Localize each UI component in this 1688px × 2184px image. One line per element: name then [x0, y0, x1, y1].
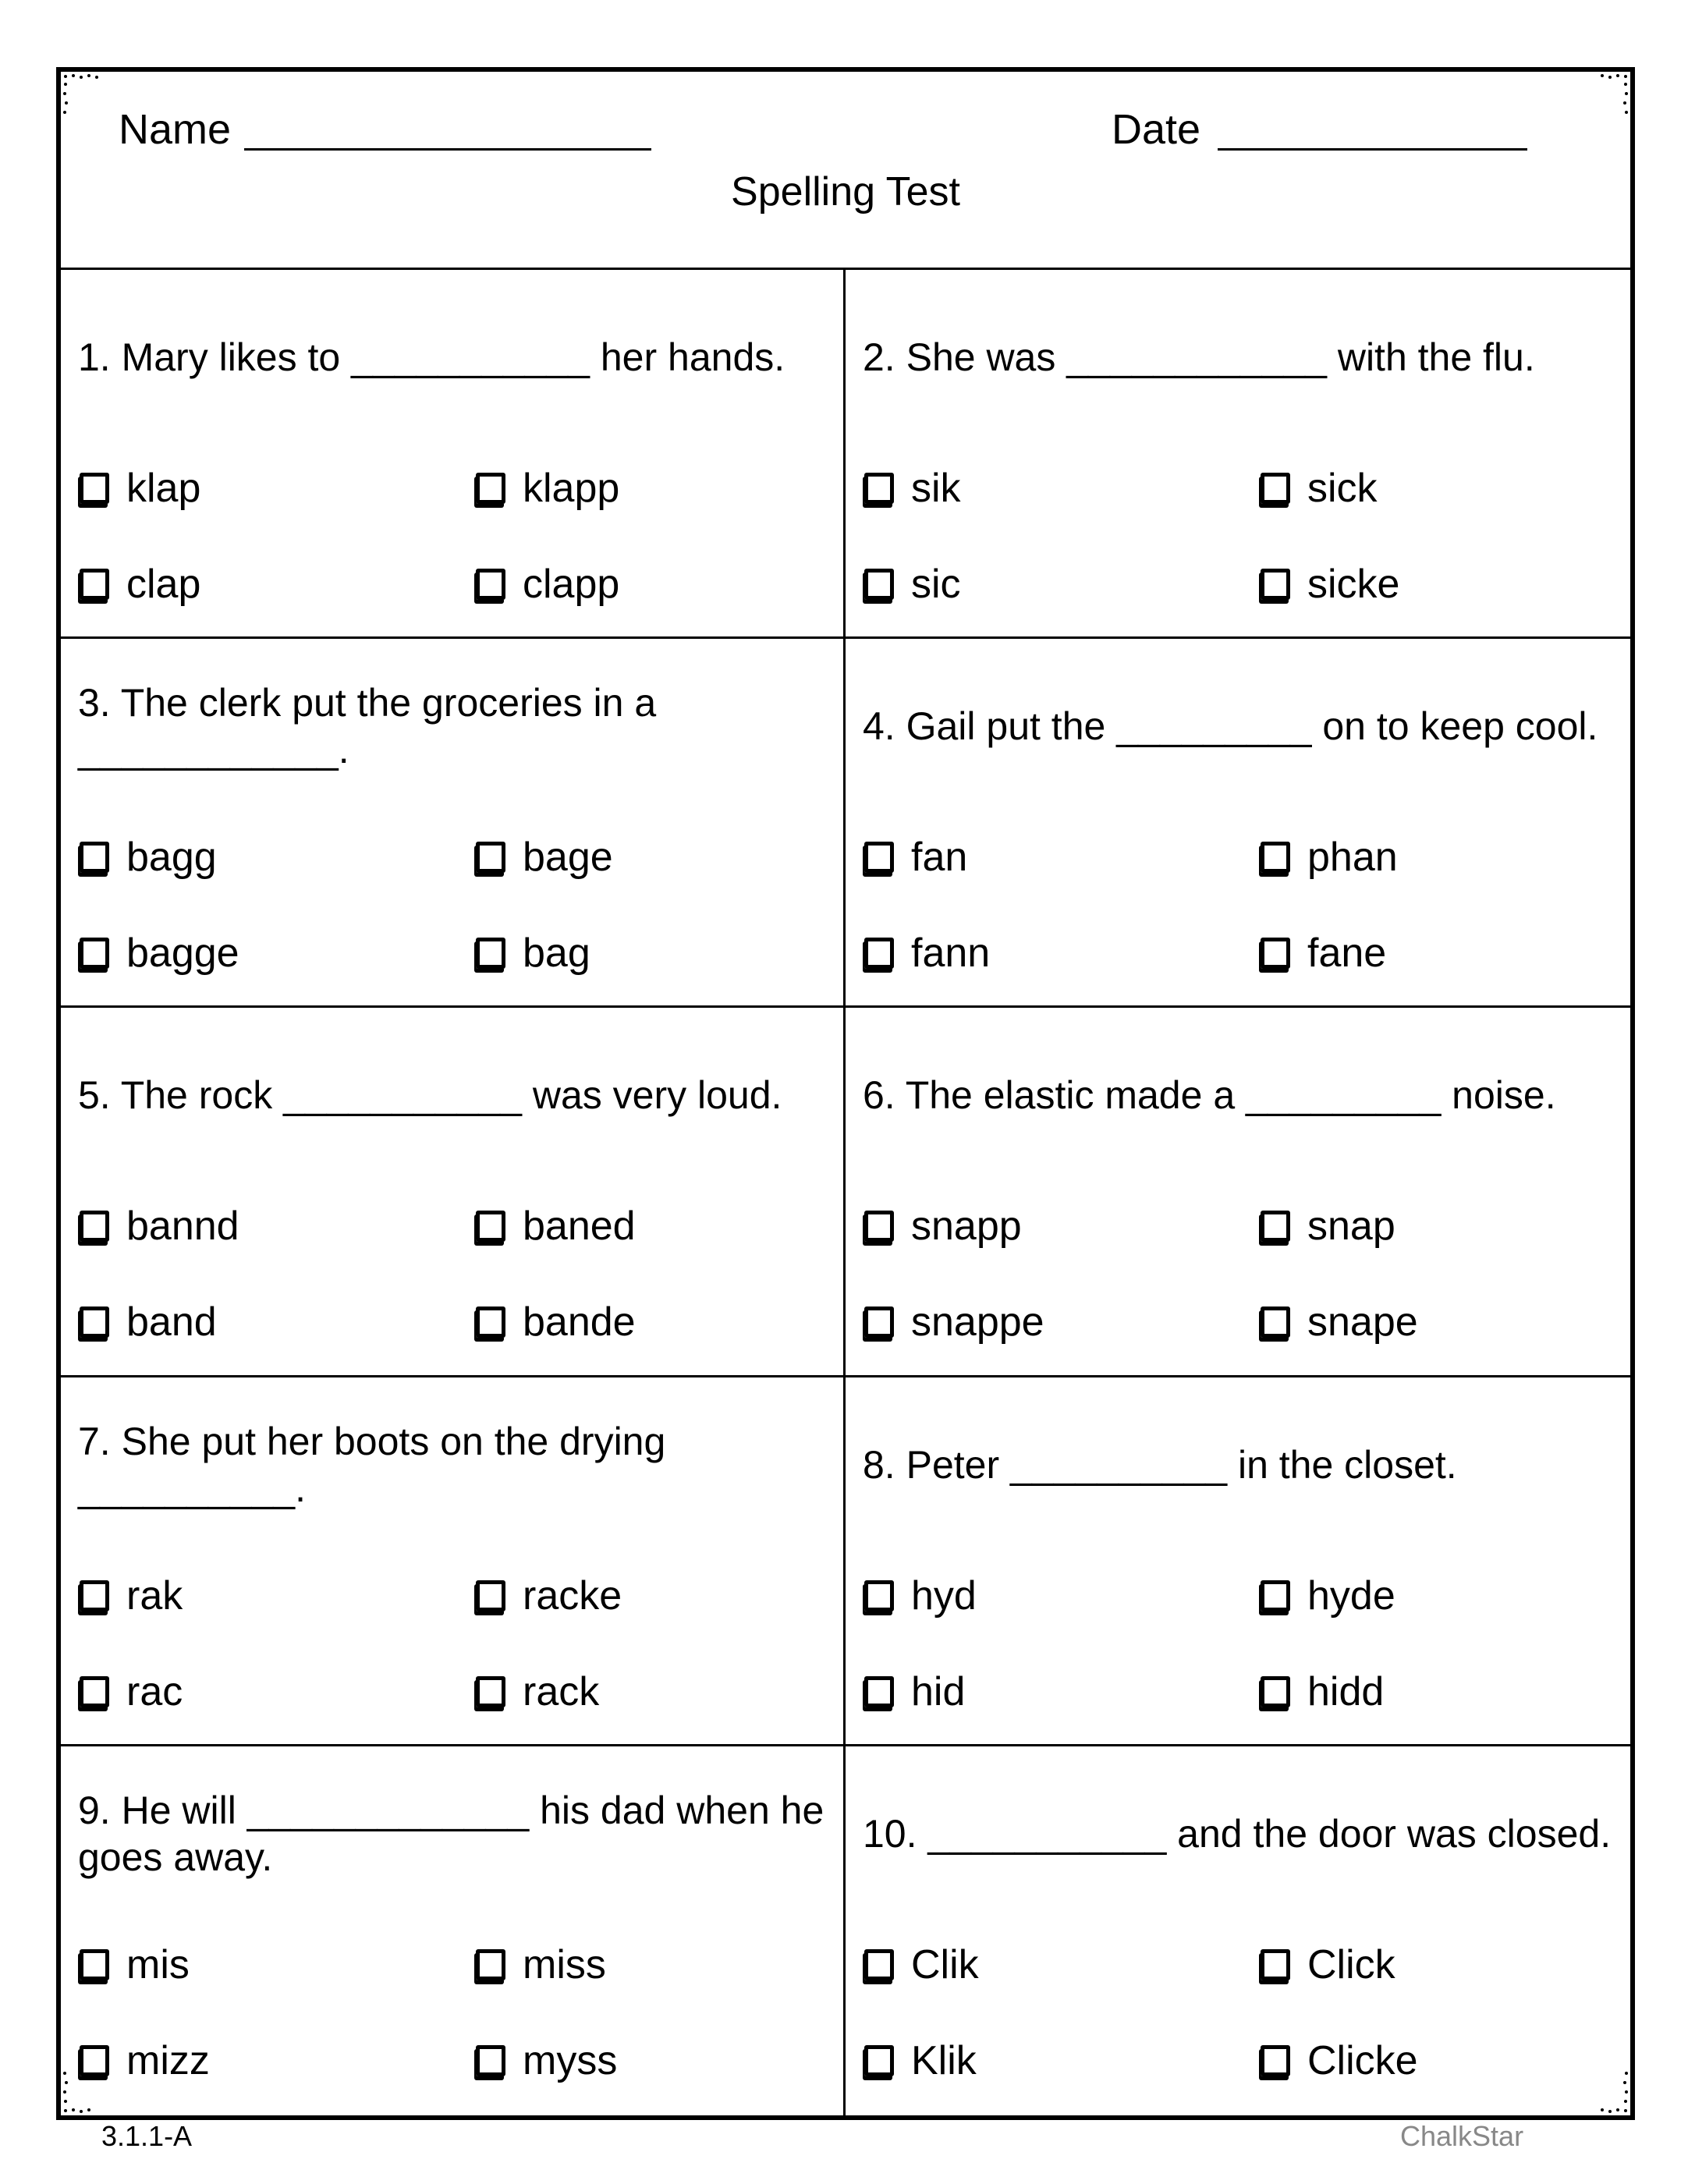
answer-option[interactable]	[864, 465, 1261, 512]
footer-brand: ChalkStar	[1400, 2120, 1524, 2152]
answer-option[interactable]	[864, 930, 1261, 977]
answer-option[interactable]	[80, 834, 476, 881]
answer-option[interactable]	[1261, 930, 1613, 977]
checkbox-icon[interactable]	[476, 2045, 505, 2076]
option-label: bag	[523, 931, 590, 977]
header	[61, 72, 1630, 270]
checkbox-icon[interactable]	[476, 473, 505, 504]
question-sentence: 9. He will _____________ his dad when he goes away.	[78, 1788, 824, 1879]
option-label: hid	[911, 1668, 966, 1714]
answer-options	[864, 1941, 1613, 2084]
question-text	[863, 270, 1615, 445]
checkbox-icon[interactable]	[476, 1306, 505, 1338]
date-field[interactable]	[1218, 148, 1527, 151]
checkbox-icon[interactable]	[1261, 473, 1290, 504]
option-label: bannd	[126, 1204, 239, 1250]
option-label: racke	[523, 1572, 622, 1618]
answer-option[interactable]	[1261, 1941, 1613, 1988]
question-text	[863, 1746, 1615, 1921]
question-sentence: 3. The clerk put the groceries in a ____________.	[78, 681, 657, 772]
answer-option[interactable]	[80, 1203, 476, 1250]
checkbox-icon[interactable]	[1261, 842, 1290, 873]
checkbox-icon[interactable]	[476, 1580, 505, 1611]
option-label: clapp	[523, 562, 620, 607]
option-label: bagge	[126, 931, 239, 977]
checkbox-icon[interactable]	[476, 1676, 505, 1707]
answer-option[interactable]	[476, 1203, 828, 1250]
date-label: Date	[1112, 106, 1201, 153]
option-label: myss	[523, 2037, 618, 2083]
checkbox-icon[interactable]	[1261, 1949, 1290, 1980]
option-label: mis	[126, 1941, 190, 1987]
option-label: bagg	[126, 835, 217, 881]
answer-option[interactable]	[80, 1941, 476, 1988]
answer-option[interactable]	[476, 834, 828, 881]
answer-option[interactable]	[476, 1668, 828, 1715]
checkbox-icon[interactable]	[476, 1949, 505, 1980]
answer-options	[864, 465, 1613, 608]
checkbox-icon[interactable]	[864, 2045, 894, 2076]
answer-options	[80, 1941, 828, 2084]
spelling-test-sheet	[56, 67, 1635, 2120]
question-sentence: 8. Peter __________ in the closet.	[863, 1442, 1457, 1487]
answer-option[interactable]	[476, 1941, 828, 1988]
name-field[interactable]	[244, 148, 651, 151]
checkbox-icon[interactable]	[80, 1580, 109, 1611]
checkbox-icon[interactable]	[864, 569, 894, 600]
option-label: bande	[523, 1299, 636, 1346]
answer-option[interactable]	[80, 2037, 476, 2084]
option-label: baned	[523, 1204, 636, 1250]
question-cell	[846, 270, 1630, 639]
option-label: Clicke	[1307, 2037, 1418, 2083]
question-cell	[61, 639, 846, 1008]
answer-option[interactable]	[80, 930, 476, 977]
option-label: snapp	[911, 1204, 1022, 1250]
answer-options	[864, 1572, 1613, 1715]
question-sentence: 2. She was ____________ with the flu.	[863, 335, 1535, 379]
answer-option[interactable]	[80, 561, 476, 608]
page-title: Spelling Test	[731, 169, 960, 214]
option-label: snappe	[911, 1299, 1044, 1346]
question-text	[78, 270, 828, 445]
option-label: clap	[126, 562, 201, 607]
checkbox-icon[interactable]	[1261, 938, 1290, 969]
question-text	[78, 1377, 828, 1552]
option-label: snap	[1307, 1204, 1395, 1250]
question-cell	[61, 270, 846, 639]
answer-options	[80, 1572, 828, 1715]
answer-option[interactable]	[864, 1668, 1261, 1715]
option-label: sik	[911, 466, 961, 511]
question-cell	[846, 1008, 1630, 1377]
option-label: hyd	[911, 1572, 977, 1618]
option-label: hidd	[1307, 1668, 1385, 1714]
option-label: rak	[126, 1572, 183, 1618]
answer-option[interactable]	[476, 2037, 828, 2084]
answer-option[interactable]	[864, 1203, 1261, 1250]
checkbox-icon[interactable]	[864, 1676, 894, 1707]
option-label: klapp	[523, 466, 620, 511]
option-label: Klik	[911, 2037, 977, 2083]
checkbox-icon[interactable]	[864, 1211, 894, 1242]
answer-option[interactable]	[80, 1668, 476, 1715]
option-label: Click	[1307, 1941, 1395, 1987]
answer-options	[80, 834, 828, 977]
question-sentence: 4. Gail put the _________ on to keep cool.	[863, 704, 1598, 749]
questions-grid	[61, 270, 1630, 2115]
answer-options	[80, 465, 828, 608]
answer-options	[864, 1203, 1613, 1346]
option-label: snape	[1307, 1299, 1418, 1346]
answer-option[interactable]	[1261, 1572, 1613, 1619]
option-label: rack	[523, 1668, 600, 1714]
question-cell	[61, 1377, 846, 1746]
option-label: sick	[1307, 466, 1378, 511]
answer-option[interactable]	[864, 834, 1261, 881]
checkbox-icon[interactable]	[476, 938, 505, 969]
answer-option[interactable]	[1261, 1299, 1613, 1346]
name-label: Name	[119, 106, 232, 153]
question-sentence: 7. She put her boots on the drying __________.	[78, 1419, 666, 1510]
option-label: fann	[911, 931, 991, 977]
option-label: mizz	[126, 2037, 210, 2083]
checkbox-icon[interactable]	[864, 1580, 894, 1611]
answer-option[interactable]	[476, 561, 828, 608]
answer-option[interactable]	[1261, 834, 1613, 881]
answer-option[interactable]	[1261, 1668, 1613, 1715]
option-label: sicke	[1307, 562, 1400, 607]
answer-option[interactable]	[1261, 1203, 1613, 1250]
answer-option[interactable]	[864, 1299, 1261, 1346]
option-label: phan	[1307, 835, 1398, 881]
answer-option[interactable]	[864, 561, 1261, 608]
checkbox-icon[interactable]	[476, 569, 505, 600]
checkbox-icon[interactable]	[80, 2045, 109, 2076]
question-text	[863, 1377, 1615, 1552]
checkbox-icon[interactable]	[80, 842, 109, 873]
question-cell	[61, 1008, 846, 1377]
option-label: fan	[911, 835, 968, 881]
answer-option[interactable]	[1261, 465, 1613, 512]
question-text	[78, 1008, 828, 1182]
answer-options	[80, 1203, 828, 1346]
answer-option[interactable]	[476, 1572, 828, 1619]
footer-code: 3.1.1-A	[101, 2120, 193, 2152]
checkbox-icon[interactable]	[80, 1306, 109, 1338]
answer-option[interactable]	[864, 1572, 1261, 1619]
checkbox-icon[interactable]	[80, 1949, 109, 1980]
question-text	[78, 639, 828, 814]
checkbox-icon[interactable]	[80, 1211, 109, 1242]
answer-option[interactable]	[476, 465, 828, 512]
question-cell	[61, 1746, 846, 2115]
question-cell	[846, 1746, 1630, 2115]
answer-option[interactable]	[1261, 561, 1613, 608]
checkbox-icon[interactable]	[1261, 1676, 1290, 1707]
checkbox-icon[interactable]	[1261, 569, 1290, 600]
answer-option[interactable]	[476, 930, 828, 977]
option-label: klap	[126, 466, 201, 511]
checkbox-icon[interactable]	[864, 938, 894, 969]
question-sentence: 5. The rock ___________ was very loud.	[78, 1073, 782, 1118]
checkbox-icon[interactable]	[864, 473, 894, 504]
answer-option[interactable]	[476, 1299, 828, 1346]
option-label: rac	[126, 1668, 183, 1714]
question-sentence: 6. The elastic made a _________ noise.	[863, 1073, 1556, 1118]
option-label: bage	[523, 835, 613, 881]
checkbox-icon[interactable]	[864, 842, 894, 873]
checkbox-icon[interactable]	[1261, 1211, 1290, 1242]
question-text	[863, 1008, 1615, 1182]
option-label: Clik	[911, 1941, 979, 1987]
answer-option[interactable]	[80, 1572, 476, 1619]
option-label: fane	[1307, 931, 1387, 977]
question-text	[863, 639, 1615, 814]
checkbox-icon[interactable]	[80, 473, 109, 504]
checkbox-icon[interactable]	[1261, 2045, 1290, 2076]
option-label: band	[126, 1299, 217, 1346]
checkbox-icon[interactable]	[476, 1211, 505, 1242]
answer-option[interactable]	[1261, 2037, 1613, 2084]
checkbox-icon[interactable]	[476, 842, 505, 873]
checkbox-icon[interactable]	[80, 938, 109, 969]
checkbox-icon[interactable]	[80, 569, 109, 600]
checkbox-icon[interactable]	[864, 1306, 894, 1338]
checkbox-icon[interactable]	[80, 1676, 109, 1707]
answer-options	[864, 834, 1613, 977]
option-label: miss	[523, 1941, 606, 1987]
answer-option[interactable]	[864, 2037, 1261, 2084]
checkbox-icon[interactable]	[864, 1949, 894, 1980]
question-text	[78, 1746, 828, 1921]
question-cell	[846, 1377, 1630, 1746]
question-sentence: 1. Mary likes to ___________ her hands.	[78, 335, 785, 379]
question-cell	[846, 639, 1630, 1008]
answer-option[interactable]	[864, 1941, 1261, 1988]
option-label: sic	[911, 562, 961, 607]
question-sentence: 10. ___________ and the door was closed.	[863, 1811, 1612, 1856]
checkbox-icon[interactable]	[1261, 1306, 1290, 1338]
answer-option[interactable]	[80, 465, 476, 512]
answer-option[interactable]	[80, 1299, 476, 1346]
checkbox-icon[interactable]	[1261, 1580, 1290, 1611]
option-label: hyde	[1307, 1572, 1395, 1618]
